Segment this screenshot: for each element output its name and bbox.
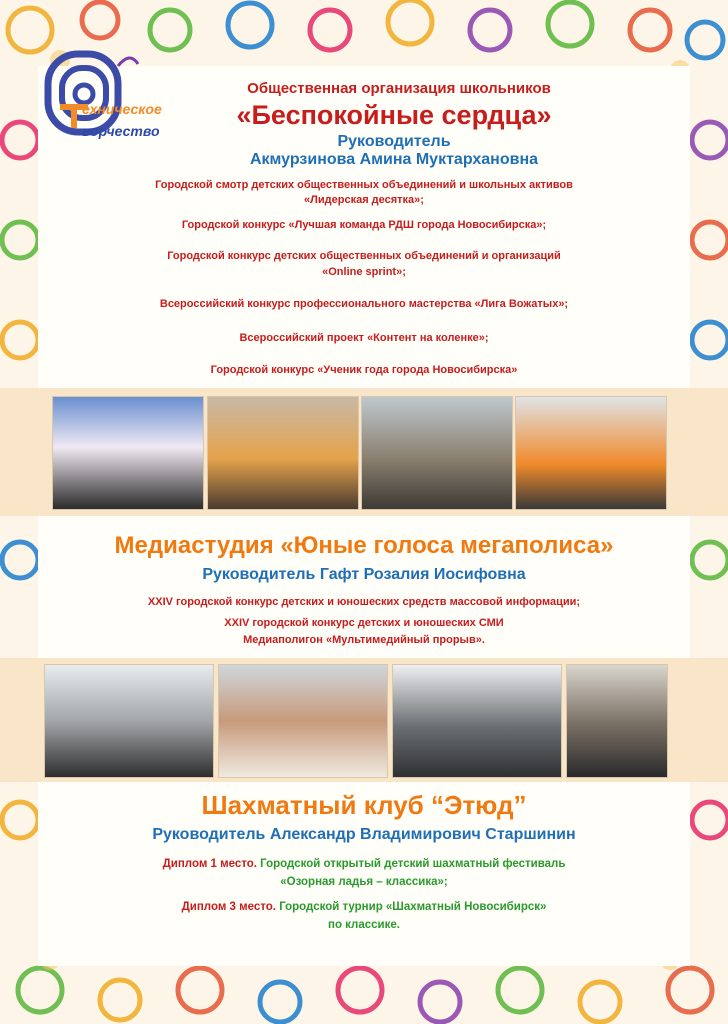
photo-group-in-orange xyxy=(207,396,359,510)
s3-diploma-1-label: Диплом 1 место. xyxy=(162,858,257,870)
s2-item: XXIV городской конкурс детских и юношеских СМИ xyxy=(224,617,504,629)
s3-diploma-2-text2: по классике. xyxy=(328,919,400,931)
s3-title: Шахматный клуб “Этюд” xyxy=(201,790,527,820)
s3-diploma-2-text: Городской турнир «Шахматный Новосибирск» xyxy=(279,901,547,913)
logo-text-line2: ворчество xyxy=(82,123,160,139)
photo-group-with-certificates xyxy=(52,396,204,510)
s1-item: Городской конкурс детских общественных объединений и организаций xyxy=(167,250,561,262)
s1-item: «Лидерская десятка»; xyxy=(304,194,424,206)
s3-leader: Руководитель Александр Владимирович Старшинин xyxy=(152,826,576,843)
photo-computer-class xyxy=(392,664,562,778)
s1-item: Городской конкурс «Лучшая команда РДШ города Новосибирска»; xyxy=(181,219,547,231)
s1-item: Всероссийский проект «Контент на коленке»; xyxy=(239,332,489,344)
s1-leader-label: Руководитель xyxy=(337,133,451,150)
s1-org-name: Общественная организация школьников xyxy=(247,80,551,97)
s2-item: XXIV городской конкурс детских и юношеских средств массовой информации; xyxy=(147,596,581,608)
s3-diploma-1-text2: «Озорная ладья – классика»; xyxy=(280,876,448,888)
s1-leader-name: Акмурзинова Амина Муктархановна xyxy=(249,151,539,168)
s3-diploma-1-text: Городской открытый детский шахматный фестиваль xyxy=(260,858,566,870)
s2-leader: Руководитель Гафт Розалия Иосифовна xyxy=(202,566,526,583)
s1-item: «Online sprint»; xyxy=(322,266,406,278)
s3-diploma-1 xyxy=(0,858,728,870)
s1-item: Городской конкурс «Ученик года города Новосибирска» xyxy=(210,364,518,376)
s2-item: Медиаполигон «Мультимедийный прорыв». xyxy=(243,634,485,646)
photo-students-at-table xyxy=(218,664,388,778)
photo-media-group xyxy=(44,664,214,778)
s1-item: Всероссийский конкурс профессионального мастерства «Лига Вожатых»; xyxy=(159,298,569,310)
photo-classroom-meeting xyxy=(361,396,513,510)
s2-title: Медиастудия «Юные голоса мегаполиса» xyxy=(114,532,614,559)
s1-title: «Беспокойные сердца» xyxy=(236,100,552,130)
photo-group-with-diplomas xyxy=(566,664,668,778)
s3-diploma-2 xyxy=(0,901,728,913)
photo-team-orange-shirts xyxy=(515,396,667,510)
logo-text-line1: ехническое xyxy=(82,101,162,117)
s1-item: Городской смотр детских общественных объединений и школьных активов xyxy=(155,179,573,191)
s3-diploma-2-label: Диплом 3 место. xyxy=(181,901,276,913)
